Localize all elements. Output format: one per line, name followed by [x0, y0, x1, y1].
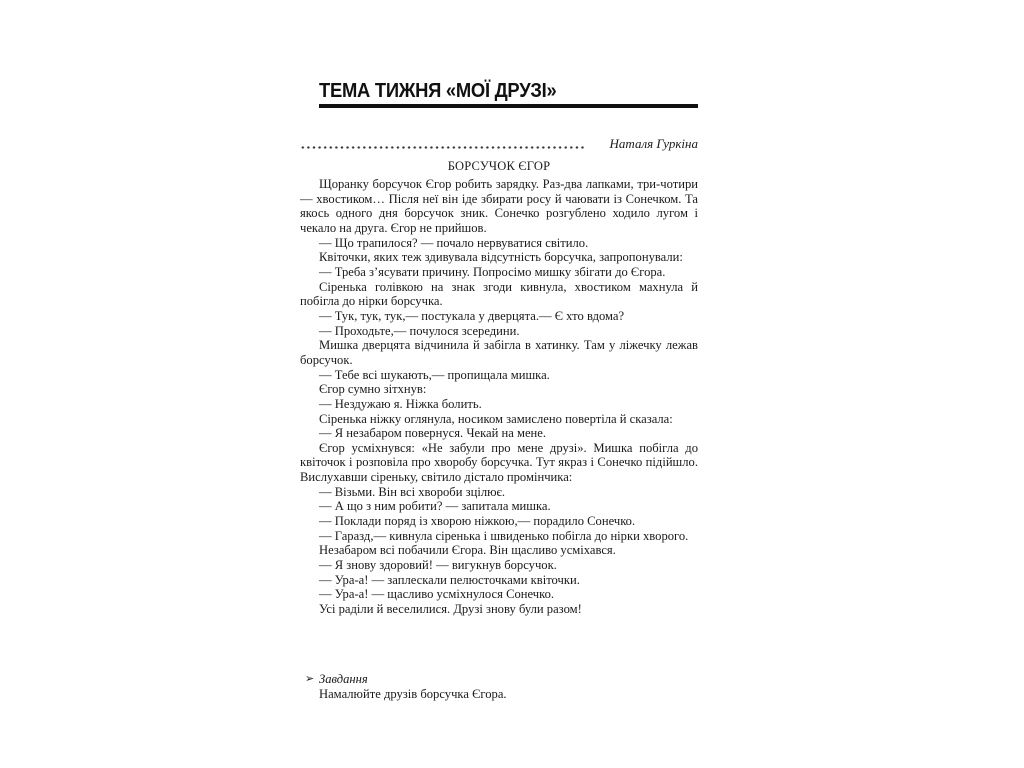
story-title: БОРСУЧОК ЄГОР	[447, 159, 551, 173]
story-paragraph: — Я знову здоровий! — вигукнув борсучок.	[319, 558, 557, 573]
story-paragraph: — А що з ним робити? — запитала мишка.	[319, 499, 551, 514]
author-row	[300, 136, 698, 152]
task-section	[305, 672, 698, 702]
page-title: ТЕМА ТИЖНЯ «МОЇ ДРУЗІ»	[319, 80, 557, 102]
story-paragraph: — Я незабаром повернуся. Чекай на мене.	[319, 426, 547, 441]
story-paragraph: — Нездужаю я. Ніжка болить.	[319, 396, 482, 411]
header-rule	[319, 104, 698, 108]
story-paragraph: — Треба з’ясувати причину. Попросімо мишку збігати до Єгора.	[319, 264, 666, 279]
task-text: Намалюйте друзів борсучка Єгора.	[319, 687, 507, 701]
story-paragraph: — Візьми. Він всі хвороби зцілює.	[319, 484, 506, 499]
story-paragraph: — Тук, тук, тук,— постукала у дверцята.— Є хто вдома?	[319, 308, 625, 323]
story-body	[300, 177, 698, 617]
story-paragraph: — Ура-а! — заплескали пелюсточками квіточки.	[319, 572, 580, 587]
story-paragraph: Незабаром всі побачили Єгора. Він щасливо усміхався.	[319, 543, 616, 558]
story-paragraph: — Поклади поряд із хворою ніжкою,— порадило Сонечко.	[319, 514, 636, 529]
story-paragraph: Сіренька голівкою на знак згоди кивнула, хвостиком махнула й побігла до нірки борсучка.	[300, 279, 698, 309]
story-paragraph: Єгор сумно зітхнув:	[319, 382, 427, 397]
story-paragraph: — Тебе всі шукають,— пропищала мишка.	[319, 367, 550, 382]
story-paragraph: Усі раділи й веселилися. Друзі знову були разом!	[319, 602, 582, 617]
story-paragraph: Сіренька ніжку оглянула, носиком замислено повертіла й сказала:	[319, 411, 673, 426]
story-paragraph: — Ура-а! — щасливо усміхнулося Сонечко.	[319, 587, 555, 602]
story-paragraph: Єгор усміхнувся: «Не забули про мене друзі». Мишка побігла до квіточок і розповіла про хворобу борсучка. Тут якраз і Сонечко підійшло. Вислухавши сіреньку, світило дістало промінчика:	[300, 440, 698, 485]
story-paragraph: Квіточки, яких теж здивувала відсутність борсучка, запропонували:	[319, 250, 683, 265]
story-paragraph: — Що трапилося? — почало нервуватися світило.	[319, 235, 589, 250]
story-paragraph: — Гаразд,— кивнула сіренька і швиденько побігла до нірки хворого.	[319, 528, 689, 543]
arrowhead-bullet-icon: ➢	[305, 673, 315, 685]
story-paragraph: Мишка дверцята відчинила й забігла в хатинку. Там у ліжечку лежав борсучок.	[300, 338, 698, 367]
story-paragraph: Щоранку борсучок Єгор робить зарядку. Раз-два лапками, три-чотири — хвостиком… Після неї він іде збирати росу й чаювати із Сонечком. Та якось одного дня борсучок зник. Сонечко розгублено ходило лугом і чекало на друга. Єгор не прийшов.	[300, 177, 698, 235]
dotted-leader	[300, 146, 585, 149]
story-paragraph: — Проходьте,— почулося зсередини.	[319, 323, 520, 338]
task-heading	[305, 672, 698, 687]
story-author: Наталя Гуркіна	[609, 136, 698, 151]
task-label: Завдання	[319, 672, 368, 686]
